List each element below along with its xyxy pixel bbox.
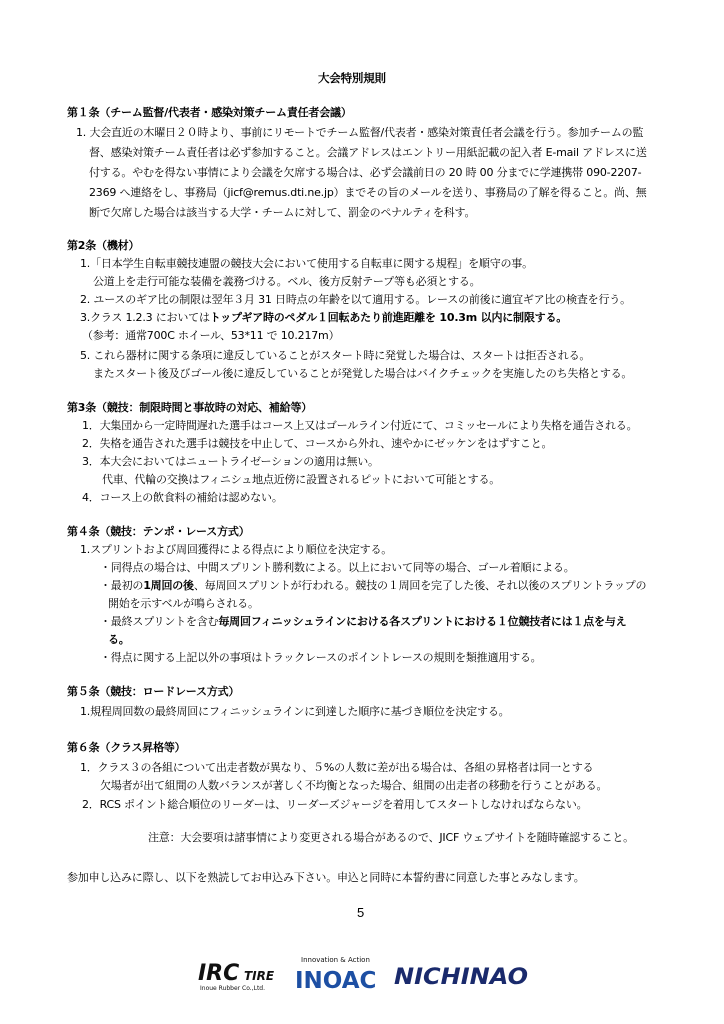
article-1-line: 1. 大会直近の木曜日２０時より、事前にリモートでチーム監督/代表者・感染対策責任者会議を行う。参加チームの監 [76,126,644,139]
article-1-line: 督、感染対策チーム責任者は必ず参加すること。会議アドレスはエントリー用紙記載の記入者 E-mail アドレスに送 [89,146,647,159]
article-3-heading: 第3条（競技：制限時間と事故時の対応、補給等） [67,401,313,414]
article-2-line: またスタート後及びゴール後に違反していることが発覚した場合はバイクチェックを実施したのち失格とする。 [93,367,633,380]
article-6-line: 欠場者が出て組間の人数バランスが著しく不均衡となった場合、組間の出走者の移動を行うことがある。 [100,779,608,792]
article-2-line: 2. ユースのギア比の制限は翌年３月 31 日時点の年齢を以て適用する。レースの前後に適宜ギア比の検査を行う。 [80,293,631,306]
article-4-line: 1.スプリントおよび周回獲得による得点により順位を決定する。 [80,543,393,556]
article-1-line: 付する。やむを得ない事情により会議を欠席する場合は、必ず会議前日の 20 時 00 分までに学連携帯 090-2207- [89,166,642,179]
article-4-line: る。 [108,633,130,646]
page-title: 大会特別規則 [318,71,386,85]
article-6-heading: 第６条（クラス昇格等） [67,741,186,754]
article-1-line: 断で欠席した場合は該当する大学・チームに対して、罰金のペナルティを科す。 [89,206,476,219]
article-5-heading: 第５条（競技：ロードレース方式） [67,685,240,698]
article-4-line-part: 、毎周回スプリントが行われる。競技の１周回を完了した後、それ以後のスプリントラップの [193,579,647,592]
article-2-line: 1.「日本学生自転車競技連盟の競技大会において使用する自転車に関する規程」を順守の事。 [80,257,533,270]
article-6-line: 2．RCS ポイント総合順位のリーダーは、リーダーズジャージを着用してスタートしなければならない。 [82,798,588,811]
article-4-heading: 第４条（競技：テンポ・レース方式） [67,525,250,538]
article-4-line: ・同得点の場合は、中間スプリント勝利数による。以上において同等の場合、ゴール着順による。 [100,561,575,574]
article-2-gear-limit: トップギア時のペダル１回転あたり前進距離を 10.3m 以内に制限する。 [209,311,568,324]
article-4-first-lap: 1周回の後 [143,579,194,592]
article-3-line: 2．失格を通告された選手は競技を中止して、コースから外れ、速やかにゼッケンをはずすこと。 [82,437,553,450]
article-4-line [100,578,646,594]
inoac-logo-text: INOAC [295,968,377,993]
article-4-line-part: ・最初の [100,579,144,592]
irc-tire-logo [196,960,288,992]
article-1-line: 2369 へ連絡をし、事務局（jicf@remus.dti.ne.jp）までその旨のメールを送り、事務局の了解を得ること。尚、無 [89,186,647,199]
article-1-heading: 第１条（チーム監督/代表者・感染対策チーム責任者会議） [67,106,352,119]
article-6-line: 1．クラス３の各組について出走者数が異なり、５%の人数に差が出る場合は、各組の昇格者は同一とする [80,761,594,774]
article-4-line-part: ・最終スプリントを含む [100,615,219,628]
irc-company-text: Inoue Rubber Co.,Ltd. [200,985,266,992]
page-number: 5 [357,905,365,920]
inoac-tagline: Innovation & Action [301,956,370,964]
article-3-line: 1．大集団から一定時間遅れた選手はコース上又はゴールライン付近にて、コミッセールにより失格を通告される。 [82,419,638,432]
nichinao-logo-text: NICHINAO [394,965,528,990]
article-2-line [80,310,567,326]
closing-statement: 参加申し込みに際し、以下を熟読してお申込み下さい。申込と同時に本誓約書に同意した事とみなします。 [67,871,585,884]
article-2-line-part: 3.クラス 1.2.3 においては [80,311,210,324]
article-4-line: ・得点に関する上記以外の事項はトラックレースのポイントレースの規則を類推適用する。 [100,651,542,664]
nichinao-logo [392,962,532,990]
article-3-line: 3．本大会においてはニュートライゼーションの適用は無い。 [82,455,379,468]
article-2-line: 公道上を走行可能な装備を義務づける。ベル、後方反射テープ等も必須とする。 [93,275,481,288]
article-4-line: 開始を示すベルが鳴らされる。 [108,597,259,610]
article-4-line [100,614,626,630]
article-2-heading: 第2条（機材） [67,239,140,252]
irc-logo-text: IRC [198,961,240,986]
article-3-line: 4．コース上の飲食料の補給は認めない。 [82,491,283,504]
article-3-line: 代車、代輪の交換はフィニシュ地点近傍に設置されるピットにおいて可能とする。 [102,473,501,486]
article-2-reference: （参考：通常700C ホイール、53*11 で 10.217m） [82,329,340,342]
inoac-logo [293,953,393,993]
irc-tire-text: TIRE [244,969,275,983]
article-4-point-rule: 毎周回フィニッシュラインにおける各スプリントにおける１位競技者には１点を与え [218,615,627,628]
article-5-line: 1.規程周回数の最終周回にフィニッシュラインに到達した順序に基づき順位を決定する。 [80,705,510,718]
note: 注意：大会要項は諸事情により変更される場合があるので、JICF ウェブサイトを随時確認すること。 [148,831,634,844]
article-2-line: 5. これら器材に関する条項に違反していることがスタート時に発覚した場合は、スタートは拒否される。 [80,349,591,362]
